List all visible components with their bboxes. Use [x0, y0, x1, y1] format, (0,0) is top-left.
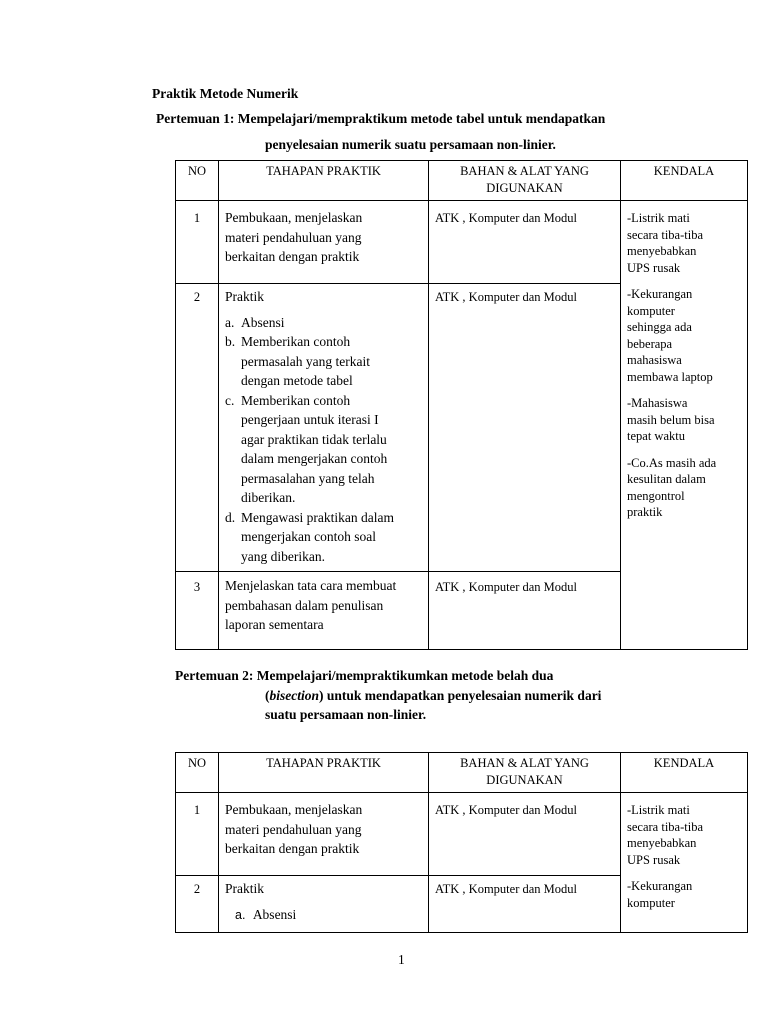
row-number: 1 [193, 803, 201, 817]
bahan-cell: ATK , Komputer dan Modul [435, 290, 577, 304]
column-header-tahapan: TAHAPAN PRAKTIK [266, 164, 381, 178]
meeting2-heading-line1: Pertemuan 2: Mempelajari/mempraktikumkan metode belah dua [175, 668, 554, 683]
kendala-item: -Kekurangan komputer sehingga ada beberapa mahasiswa membawa laptop [627, 287, 713, 384]
kendala-item: -Co.As masih ada kesulitan dalam mengontrol praktik [627, 455, 717, 519]
column-header-bahan: BAHAN & ALAT YANG DIGUNAKAN [460, 756, 589, 787]
meeting1-heading-line2: penyelesaian numerik suatu persamaan non-linier. [265, 137, 556, 152]
list-item: d. Mengawasi praktikan dalam mengerjakan contoh soal yang diberikan. [225, 509, 394, 564]
kendala-item: -Listrik mati secara tiba-tiba menyebabkan UPS rusak [627, 211, 703, 275]
column-header-no: NO [187, 756, 207, 770]
bahan-cell: ATK , Komputer dan Modul [435, 882, 577, 896]
list-item: b. Memberikan contoh permasalah yang terkait dengan metode tabel [225, 334, 370, 388]
kendala-item: -Kekurangan komputer [627, 879, 693, 910]
meeting1-heading-line1: Pertemuan 1: Mempelajari/mempraktikum metode tabel untuk mendapatkan [156, 111, 606, 126]
kendala-cell [627, 802, 745, 921]
tahapan-cell: Praktik a. Absensi [225, 879, 425, 925]
meeting2-heading-line3: suatu persamaan non-linier. [265, 707, 427, 722]
kendala-item: -Mahasiswa masih belum bisa tepat waktu [627, 396, 715, 443]
page-number: 1 [398, 952, 405, 967]
row-number: 2 [193, 882, 201, 896]
column-header-bahan: BAHAN & ALAT YANG DIGUNAKAN [460, 164, 589, 195]
column-header-kendala: KENDALA [653, 756, 715, 770]
tahapan-cell: Pembukaan, menjelaskan materi pendahuluan yang berkaitan dengan praktik [225, 802, 363, 856]
column-header-kendala: KENDALA [653, 164, 715, 178]
column-header-no: NO [187, 164, 207, 178]
tahapan-cell: Menjelaskan tata cara membuat pembahasan dalam penulisan laporan sementara [225, 578, 397, 632]
tahapan-cell: Pembukaan, menjelaskan materi pendahuluan yang berkaitan dengan praktik [225, 210, 363, 264]
bahan-cell: ATK , Komputer dan Modul [435, 580, 577, 594]
list-item: a. Absensi [225, 314, 285, 330]
tahapan-cell: Praktik a. Absensi b. Memberikan contoh permasalah yang terkait dengan metode tabel c. Memberikan contoh pengerjaan untuk iterasi I agar praktikan tidak terlalu dalam mengerjakan contoh permasalahan yang telah diberikan. d. Mengawasi praktikan dalam mengerjakan contoh soal yang diberikan. [225, 287, 425, 566]
bahan-cell: ATK , Komputer dan Modul [435, 803, 577, 817]
list-item: c. Memberikan contoh pengerjaan untuk iterasi I agar praktikan tidak terlalu dalam mengerjakan contoh permasalahan yang telah diberikan. [225, 392, 388, 505]
meeting2-heading-line2: (bisection) untuk mendapatkan penyelesaian numerik dari [265, 688, 602, 703]
kendala-cell [627, 210, 745, 531]
column-header-tahapan: TAHAPAN PRAKTIK [266, 756, 381, 770]
document-title: Praktik Metode Numerik [152, 86, 299, 101]
bahan-cell: ATK , Komputer dan Modul [435, 211, 577, 225]
kendala-item: -Listrik mati secara tiba-tiba menyebabkan UPS rusak [627, 803, 703, 867]
practice-steps-list [225, 313, 425, 567]
row-number: 1 [193, 211, 201, 225]
row-number: 3 [193, 580, 201, 594]
list-item: a. Absensi [235, 906, 297, 922]
row-number: 2 [193, 290, 201, 304]
